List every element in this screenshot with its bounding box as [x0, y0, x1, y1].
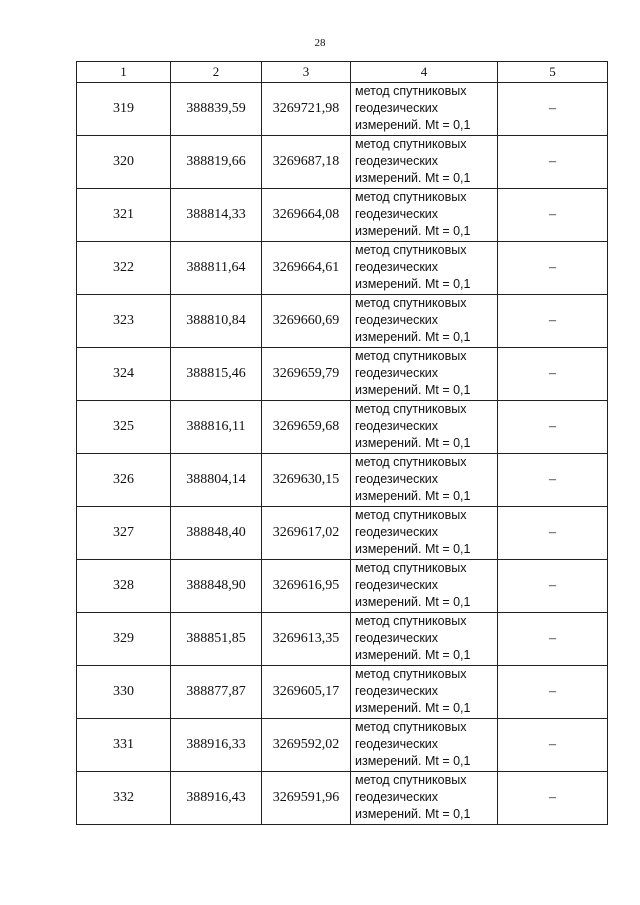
- column-header-3: 3: [262, 62, 351, 83]
- method-line: метод спутниковых: [355, 402, 467, 416]
- y-coordinate-cell: 3269591,96: [262, 772, 351, 825]
- point-number-cell: 320: [77, 136, 171, 189]
- column-header-2: 2: [171, 62, 262, 83]
- method-line: геодезических: [355, 737, 439, 751]
- point-number-cell: 323: [77, 295, 171, 348]
- method-line: метод спутниковых: [355, 614, 467, 628]
- method-line: метод спутниковых: [355, 349, 467, 363]
- method-line: измерений. Mt = 0,1: [355, 330, 471, 344]
- method-line: геодезических: [355, 260, 439, 274]
- table-header-row: [77, 62, 608, 83]
- method-line: метод спутниковых: [355, 296, 467, 310]
- column-header-5: 5: [498, 62, 608, 83]
- method-cell: [351, 242, 498, 295]
- x-coordinate-cell: 388810,84: [171, 295, 262, 348]
- method-line: геодезических: [355, 631, 439, 645]
- y-coordinate-cell: 3269721,98: [262, 83, 351, 136]
- method-line: геодезических: [355, 366, 439, 380]
- y-coordinate-cell: 3269660,69: [262, 295, 351, 348]
- method-line: измерений. Mt = 0,1: [355, 489, 471, 503]
- method-line: измерений. Mt = 0,1: [355, 171, 471, 185]
- point-number-cell: 332: [77, 772, 171, 825]
- method-cell: [351, 719, 498, 772]
- table-row: [77, 348, 608, 401]
- column-header-1: 1: [77, 62, 171, 83]
- method-line: метод спутниковых: [355, 773, 467, 787]
- method-cell: [351, 454, 498, 507]
- table-row: [77, 666, 608, 719]
- method-line: метод спутниковых: [355, 508, 467, 522]
- method-line: метод спутниковых: [355, 84, 467, 98]
- method-line: измерений. Mt = 0,1: [355, 701, 471, 715]
- x-coordinate-cell: 388811,64: [171, 242, 262, 295]
- point-number-cell: 331: [77, 719, 171, 772]
- table-row: [77, 189, 608, 242]
- method-line: геодезических: [355, 790, 439, 804]
- note-cell: –: [498, 242, 608, 295]
- note-cell: –: [498, 666, 608, 719]
- method-cell: [351, 507, 498, 560]
- method-cell: [351, 348, 498, 401]
- x-coordinate-cell: 388839,59: [171, 83, 262, 136]
- note-cell: –: [498, 348, 608, 401]
- method-line: измерений. Mt = 0,1: [355, 807, 471, 821]
- column-header-4: 4: [351, 62, 498, 83]
- method-cell: [351, 401, 498, 454]
- note-cell: –: [498, 83, 608, 136]
- method-line: геодезических: [355, 101, 439, 115]
- note-cell: –: [498, 507, 608, 560]
- point-number-cell: 326: [77, 454, 171, 507]
- table-row: [77, 454, 608, 507]
- method-line: измерений. Mt = 0,1: [355, 754, 471, 768]
- method-line: измерений. Mt = 0,1: [355, 542, 471, 556]
- note-cell: –: [498, 401, 608, 454]
- point-number-cell: 319: [77, 83, 171, 136]
- note-cell: –: [498, 189, 608, 242]
- method-line: метод спутниковых: [355, 190, 467, 204]
- method-cell: [351, 613, 498, 666]
- point-number-cell: 327: [77, 507, 171, 560]
- table-body: [77, 83, 608, 825]
- method-line: измерений. Mt = 0,1: [355, 277, 471, 291]
- y-coordinate-cell: 3269664,61: [262, 242, 351, 295]
- x-coordinate-cell: 388814,33: [171, 189, 262, 242]
- method-line: измерений. Mt = 0,1: [355, 118, 471, 132]
- note-cell: –: [498, 295, 608, 348]
- method-line: геодезических: [355, 419, 439, 433]
- x-coordinate-cell: 388848,40: [171, 507, 262, 560]
- table-row: [77, 242, 608, 295]
- point-number-cell: 330: [77, 666, 171, 719]
- table-row: [77, 401, 608, 454]
- y-coordinate-cell: 3269659,68: [262, 401, 351, 454]
- table-row: [77, 772, 608, 825]
- method-line: метод спутниковых: [355, 455, 467, 469]
- point-number-cell: 324: [77, 348, 171, 401]
- method-line: геодезических: [355, 525, 439, 539]
- table-row: [77, 719, 608, 772]
- table-row: [77, 613, 608, 666]
- method-line: измерений. Mt = 0,1: [355, 383, 471, 397]
- table-row: [77, 136, 608, 189]
- x-coordinate-cell: 388819,66: [171, 136, 262, 189]
- method-line: геодезических: [355, 207, 439, 221]
- x-coordinate-cell: 388851,85: [171, 613, 262, 666]
- method-cell: [351, 295, 498, 348]
- y-coordinate-cell: 3269630,15: [262, 454, 351, 507]
- table-row: [77, 507, 608, 560]
- method-line: геодезических: [355, 154, 439, 168]
- y-coordinate-cell: 3269613,35: [262, 613, 351, 666]
- method-line: метод спутниковых: [355, 137, 467, 151]
- page-number: 28: [314, 37, 326, 49]
- point-number-cell: 328: [77, 560, 171, 613]
- note-cell: –: [498, 772, 608, 825]
- method-cell: [351, 666, 498, 719]
- y-coordinate-cell: 3269617,02: [262, 507, 351, 560]
- method-cell: [351, 189, 498, 242]
- note-cell: –: [498, 136, 608, 189]
- x-coordinate-cell: 388804,14: [171, 454, 262, 507]
- method-line: геодезических: [355, 472, 439, 486]
- note-cell: –: [498, 719, 608, 772]
- table-row: [77, 83, 608, 136]
- method-line: измерений. Mt = 0,1: [355, 436, 471, 450]
- method-line: измерений. Mt = 0,1: [355, 595, 471, 609]
- note-cell: –: [498, 613, 608, 666]
- note-cell: –: [498, 454, 608, 507]
- table-row: [77, 295, 608, 348]
- table-row: [77, 560, 608, 613]
- y-coordinate-cell: 3269616,95: [262, 560, 351, 613]
- coordinates-table: [76, 61, 608, 825]
- method-line: метод спутниковых: [355, 667, 467, 681]
- y-coordinate-cell: 3269687,18: [262, 136, 351, 189]
- method-cell: [351, 560, 498, 613]
- method-line: геодезических: [355, 578, 439, 592]
- method-cell: [351, 772, 498, 825]
- x-coordinate-cell: 388815,46: [171, 348, 262, 401]
- method-line: метод спутниковых: [355, 243, 467, 257]
- method-line: измерений. Mt = 0,1: [355, 224, 471, 238]
- point-number-cell: 325: [77, 401, 171, 454]
- x-coordinate-cell: 388916,43: [171, 772, 262, 825]
- x-coordinate-cell: 388877,87: [171, 666, 262, 719]
- y-coordinate-cell: 3269659,79: [262, 348, 351, 401]
- x-coordinate-cell: 388848,90: [171, 560, 262, 613]
- method-cell: [351, 136, 498, 189]
- x-coordinate-cell: 388816,11: [171, 401, 262, 454]
- y-coordinate-cell: 3269592,02: [262, 719, 351, 772]
- method-line: метод спутниковых: [355, 720, 467, 734]
- y-coordinate-cell: 3269605,17: [262, 666, 351, 719]
- method-line: геодезических: [355, 313, 439, 327]
- x-coordinate-cell: 388916,33: [171, 719, 262, 772]
- y-coordinate-cell: 3269664,08: [262, 189, 351, 242]
- point-number-cell: 321: [77, 189, 171, 242]
- note-cell: –: [498, 560, 608, 613]
- method-line: измерений. Mt = 0,1: [355, 648, 471, 662]
- method-cell: [351, 83, 498, 136]
- point-number-cell: 322: [77, 242, 171, 295]
- method-line: метод спутниковых: [355, 561, 467, 575]
- point-number-cell: 329: [77, 613, 171, 666]
- method-line: геодезических: [355, 684, 439, 698]
